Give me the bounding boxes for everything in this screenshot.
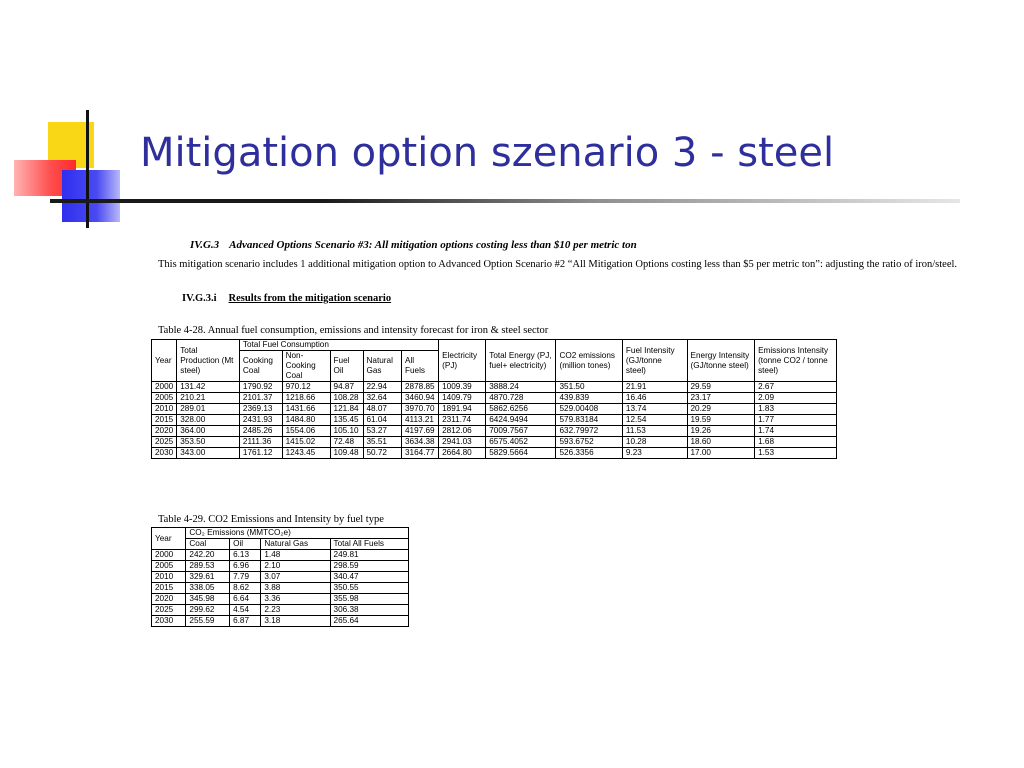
table-row — [152, 415, 837, 426]
table-cell: 19.59 — [687, 415, 755, 426]
table-cell: 364.00 — [177, 426, 240, 437]
logo-vertical-line — [86, 110, 89, 228]
table-cell: 7009.7567 — [486, 426, 556, 437]
table-cell: 2.67 — [755, 382, 837, 393]
logo-blue-square — [62, 170, 120, 222]
table-row — [152, 404, 837, 415]
table2-body — [152, 550, 409, 627]
table-cell: 2015 — [152, 415, 177, 426]
table-cell: 32.64 — [363, 393, 402, 404]
col-group-fuel-consumption: Total Fuel Consumption — [239, 340, 438, 351]
section-intro: This mitigation scenario includes 1 additional mitigation option to Advanced Option Scenario #2 “All Mitigation Options costing less than $5 per metric ton”: adjusting the ratio of iron/steel. — [158, 259, 958, 270]
table-cell: 3460.94 — [402, 393, 439, 404]
table-cell: 1009.39 — [439, 382, 486, 393]
table-cell: 50.72 — [363, 448, 402, 459]
table-cell: 121.84 — [330, 404, 363, 415]
table-cell: 1891.94 — [439, 404, 486, 415]
table-cell: 345.98 — [186, 594, 230, 605]
table-cell: 1431.66 — [282, 404, 330, 415]
table-cell: 4.54 — [230, 605, 261, 616]
table-cell: 970.12 — [282, 382, 330, 393]
table-cell: 17.00 — [687, 448, 755, 459]
slide-logo — [0, 0, 140, 240]
col-total-production: Total Production (Mt steel) — [177, 340, 240, 382]
slide-title: Mitigation option szenario 3 - steel — [140, 130, 835, 176]
table-cell: 4113.21 — [402, 415, 439, 426]
table-cell: 3634.38 — [402, 437, 439, 448]
table-cell: 2000 — [152, 382, 177, 393]
table-cell: 6.64 — [230, 594, 261, 605]
table-cell: 19.26 — [687, 426, 755, 437]
table-cell: 131.42 — [177, 382, 240, 393]
table-cell: 1.68 — [755, 437, 837, 448]
table-cell: 2010 — [152, 572, 186, 583]
table-cell: 242.20 — [186, 550, 230, 561]
table-cell: 2485.26 — [239, 426, 282, 437]
table-cell: 3970.70 — [402, 404, 439, 415]
table-cell: 2025 — [152, 437, 177, 448]
section-title: Advanced Options Scenario #3: All mitigation options costing less than $10 per metric ton — [229, 239, 637, 251]
table-cell: 11.53 — [622, 426, 687, 437]
table-subheader-row — [152, 539, 409, 550]
table-cell: 3.18 — [261, 616, 330, 627]
table-cell: 2020 — [152, 426, 177, 437]
col-coking-coal: Cooking Coal — [239, 351, 282, 382]
table-cell: 1409.79 — [439, 393, 486, 404]
subsection-heading — [182, 293, 391, 304]
section-heading — [190, 239, 637, 251]
table-cell: 298.59 — [330, 561, 408, 572]
table-cell: 2941.03 — [439, 437, 486, 448]
table-row — [152, 561, 409, 572]
table-cell: 2030 — [152, 616, 186, 627]
table-row — [152, 550, 409, 561]
table-cell: 329.61 — [186, 572, 230, 583]
table-cell: 2005 — [152, 393, 177, 404]
table-cell: 306.38 — [330, 605, 408, 616]
table-cell: 1761.12 — [239, 448, 282, 459]
table-cell: 1415.02 — [282, 437, 330, 448]
table-cell: 210.21 — [177, 393, 240, 404]
table-cell: 2.23 — [261, 605, 330, 616]
table-cell: 16.46 — [622, 393, 687, 404]
table-cell: 2015 — [152, 583, 186, 594]
table-row — [152, 426, 837, 437]
table-cell: 1243.45 — [282, 448, 330, 459]
table-row — [152, 437, 837, 448]
table-cell: 21.91 — [622, 382, 687, 393]
table-cell: 135.45 — [330, 415, 363, 426]
table-cell: 350.55 — [330, 583, 408, 594]
table1-caption: Table 4-28. Annual fuel consumption, emissions and intensity forecast for iron & steel sector — [158, 325, 549, 336]
table-row — [152, 583, 409, 594]
table-cell: 6424.9494 — [486, 415, 556, 426]
table-cell: 6575.4052 — [486, 437, 556, 448]
table-header-row — [152, 340, 837, 351]
table-cell: 3.88 — [261, 583, 330, 594]
table-cell: 5829.5664 — [486, 448, 556, 459]
table-cell: 2.10 — [261, 561, 330, 572]
table-cell: 18.60 — [687, 437, 755, 448]
table-cell: 1.53 — [755, 448, 837, 459]
table-cell: 10.28 — [622, 437, 687, 448]
table-cell: 2000 — [152, 550, 186, 561]
table-cell: 22.94 — [363, 382, 402, 393]
table-cell: 2030 — [152, 448, 177, 459]
col-fuel-oil: Fuel Oil — [330, 351, 363, 382]
table-cell: 108.28 — [330, 393, 363, 404]
table-cell: 255.59 — [186, 616, 230, 627]
table-cell: 3.07 — [261, 572, 330, 583]
co2-emissions-table — [151, 527, 409, 627]
col-electricity: Electricity (PJ) — [439, 340, 486, 382]
table-cell: 529.00408 — [556, 404, 622, 415]
table-cell: 265.64 — [330, 616, 408, 627]
table-cell: 20.29 — [687, 404, 755, 415]
table-cell: 632.79972 — [556, 426, 622, 437]
table-cell: 23.17 — [687, 393, 755, 404]
table-row — [152, 616, 409, 627]
table-cell: 5862.6256 — [486, 404, 556, 415]
table-cell: 3.36 — [261, 594, 330, 605]
table-cell: 1.48 — [261, 550, 330, 561]
table-cell: 2664.80 — [439, 448, 486, 459]
table-row — [152, 393, 837, 404]
table-cell: 2431.93 — [239, 415, 282, 426]
table-cell: 1.83 — [755, 404, 837, 415]
col-year: Year — [152, 528, 186, 550]
table-cell: 1554.06 — [282, 426, 330, 437]
table-cell: 351.50 — [556, 382, 622, 393]
table-cell: 53.27 — [363, 426, 402, 437]
table-cell: 299.62 — [186, 605, 230, 616]
col-year: Year — [152, 340, 177, 382]
table-cell: 4197.69 — [402, 426, 439, 437]
col-energy-intensity: Energy Intensity (GJ/tonne steel) — [687, 340, 755, 382]
table-cell: 579.83184 — [556, 415, 622, 426]
col-co2: CO2 emissions (million tones) — [556, 340, 622, 382]
table-cell: 35.51 — [363, 437, 402, 448]
table-cell: 6.87 — [230, 616, 261, 627]
subsection-number: IV.G.3.i — [182, 293, 217, 304]
table-cell: 2.09 — [755, 393, 837, 404]
table2-caption: Table 4-29. CO2 Emissions and Intensity by fuel type — [158, 514, 384, 525]
table-cell: 6.96 — [230, 561, 261, 572]
table-cell: 13.74 — [622, 404, 687, 415]
table-cell: 94.87 — [330, 382, 363, 393]
col-all-fuels: All Fuels — [402, 351, 439, 382]
table-cell: 2020 — [152, 594, 186, 605]
table-cell: 7.79 — [230, 572, 261, 583]
table-cell: 1.77 — [755, 415, 837, 426]
table-cell: 29.59 — [687, 382, 755, 393]
subsection-title: Results from the mitigation scenario — [228, 293, 392, 304]
table-cell: 48.07 — [363, 404, 402, 415]
table-cell: 439.839 — [556, 393, 622, 404]
table1-body — [152, 382, 837, 459]
section-number: IV.G.3 — [190, 239, 220, 251]
table-cell: 3888.24 — [486, 382, 556, 393]
table-cell: 289.01 — [177, 404, 240, 415]
table-cell: 1484.80 — [282, 415, 330, 426]
table-cell: 2878.85 — [402, 382, 439, 393]
table-cell: 2025 — [152, 605, 186, 616]
table-cell: 340.47 — [330, 572, 408, 583]
col-natural-gas: Natural Gas — [363, 351, 402, 382]
table-cell: 249.81 — [330, 550, 408, 561]
table-cell: 4870.728 — [486, 393, 556, 404]
table-header-row — [152, 528, 409, 539]
table-cell: 9.23 — [622, 448, 687, 459]
col-total: Total All Fuels — [330, 539, 408, 550]
table-row — [152, 605, 409, 616]
table-cell: 2010 — [152, 404, 177, 415]
table-cell: 1218.66 — [282, 393, 330, 404]
table-cell: 355.98 — [330, 594, 408, 605]
table-cell: 289.53 — [186, 561, 230, 572]
fuel-consumption-table — [151, 339, 837, 459]
table-cell: 1790.92 — [239, 382, 282, 393]
table-cell: 1.74 — [755, 426, 837, 437]
table-cell: 526.3356 — [556, 448, 622, 459]
table-cell: 343.00 — [177, 448, 240, 459]
col-non-coking-coal: Non-Cooking Coal — [282, 351, 330, 382]
table-cell: 109.48 — [330, 448, 363, 459]
col-fuel-intensity: Fuel Intensity (GJ/tonne steel) — [622, 340, 687, 382]
col-natural-gas: Natural Gas — [261, 539, 330, 550]
col-coal: Coal — [186, 539, 230, 550]
table-cell: 353.50 — [177, 437, 240, 448]
table-row — [152, 382, 837, 393]
table-row — [152, 594, 409, 605]
table-cell: 2005 — [152, 561, 186, 572]
table-cell: 105.10 — [330, 426, 363, 437]
table-cell: 8.62 — [230, 583, 261, 594]
table-row — [152, 448, 837, 459]
col-group-co2-emissions: CO₂ Emissions (MMTCO₂e) — [186, 528, 409, 539]
col-oil: Oil — [230, 539, 261, 550]
col-total-energy: Total Energy (PJ, fuel+ electricity) — [486, 340, 556, 382]
table-cell: 61.04 — [363, 415, 402, 426]
table-cell: 2369.13 — [239, 404, 282, 415]
table-cell: 2101.37 — [239, 393, 282, 404]
table-cell: 328.00 — [177, 415, 240, 426]
table-cell: 3164.77 — [402, 448, 439, 459]
title-underline — [50, 199, 960, 203]
table-cell: 6.13 — [230, 550, 261, 561]
table-cell: 338.05 — [186, 583, 230, 594]
table-cell: 12.54 — [622, 415, 687, 426]
table-cell: 2111.36 — [239, 437, 282, 448]
table-cell: 593.6752 — [556, 437, 622, 448]
table-cell: 2311.74 — [439, 415, 486, 426]
table-cell: 2812.06 — [439, 426, 486, 437]
table-cell: 72.48 — [330, 437, 363, 448]
col-emissions-intensity: Emissions Intensity (tonne CO2 / tonne steel) — [755, 340, 837, 382]
table-row — [152, 572, 409, 583]
